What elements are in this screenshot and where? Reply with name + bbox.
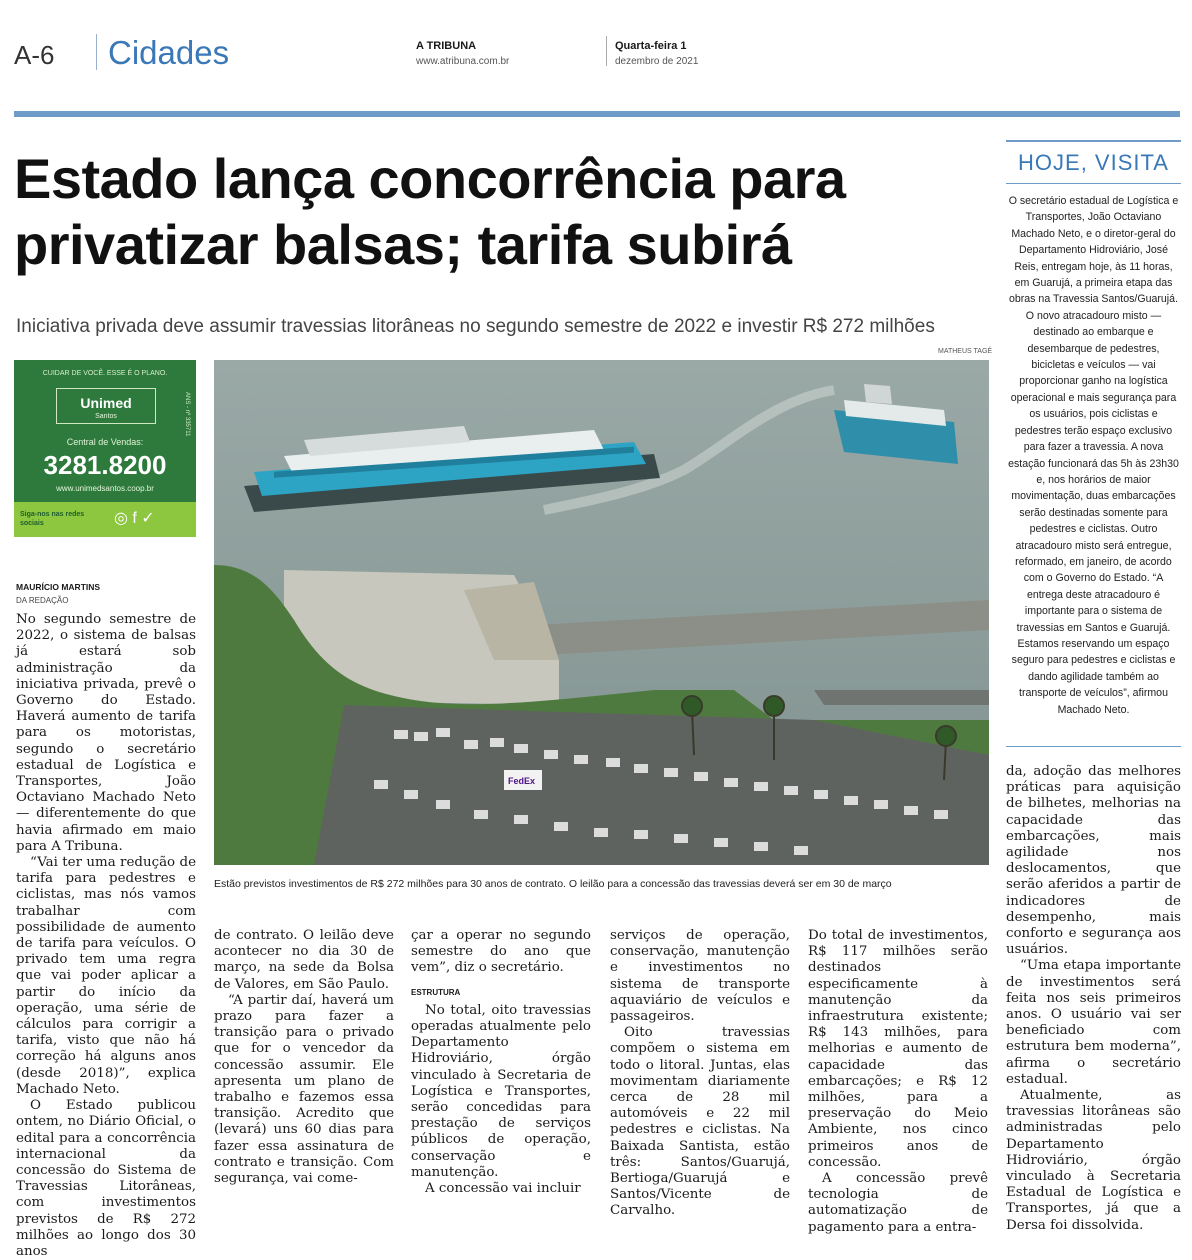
paragraph: Oito travessias compõem o sistema em todo o litoral. Juntas, elas movimentam diariamente cerca de 28 mil automóveis e 22 mil pedestres e ciclistas. Na Baixada Santista, estão três: Santos/Guarujá, Bertioga/Guarujá e Santos/Vicente de Carvalho.	[610, 1025, 790, 1219]
paper-name: A TRIBUNA	[416, 40, 477, 52]
paragraph: No total, oito travessias operadas atualmente pelo Departamento Hidroviário, órgão vinculado à Secretaria de Logística e Transportes, serão concedidas para prestação de serviços públicos de operação, conservação e manutenção.	[411, 1002, 591, 1180]
article-column-2	[214, 928, 394, 1190]
author-name: MAURÍCIO MARTINS	[16, 582, 101, 592]
sidebar-rule	[1006, 183, 1181, 184]
ad-website: www.unimedsantos.coop.br	[56, 484, 154, 493]
issue-weekday: Quarta-feira 1	[615, 40, 687, 52]
page-number: A-6	[14, 40, 55, 70]
article-column-5	[808, 928, 988, 1235]
sidebar-body: O secretário estadual de Logística e Transportes, João Octaviano Machado Neto, e o diretor-geral do Departamento Hidroviário, José Reis, entregam hoje, às 11 horas, em Guarujá, a primeira etapa das obras na Travessia Santos/Guarujá. O novo atracadouro misto — destinado ao embarque e desembarque de pedestres, bicicletas e veículos — vai proporcionar ganho na logística operacional e mais segurança para os usuários, pois ciclistas e pedestres terão espaço exclusivo para fazer a travessia. A nova estação funcionará das 5h às 23h30 e, nos horários de maior movimentação, duas embarcações serão destinadas somente para pedestres e ciclistas. Outro atracadouro misto será entregue, reformado, em janeiro, de acordo com o Governo do Estado. “A entrega deste atracadouro é importante para o sistema de travessias em Santos e Guarujá. Estamos reservando um espaço seguro para pedestres e ciclistas e dando agilidade também ao transporte de veículos”, afirmou Machado Neto.	[1008, 195, 1179, 716]
article-column-6	[1006, 764, 1181, 1233]
photo-caption: Estão previstos investimentos de R$ 272 milhões para 30 anos de contrato. O leilão para a concessão das travessias deverá ser em 30 de março	[214, 878, 892, 890]
photo-credit: MATHEUS TAGÉ	[938, 348, 993, 355]
ad-city: Santos	[95, 413, 117, 420]
social-icons: ◎ f ✓	[114, 510, 155, 527]
ad-phone: 3281.8200	[43, 450, 167, 480]
headline: Estado lança concorrência para privatizar balsas; tarifa subirá	[14, 147, 846, 276]
header-divider	[96, 34, 97, 70]
paragraph: Do total de investimentos, R$ 117 milhões serão destinados especificamente à manutenção da infraestrutura existente; R$ 143 milhões, para melhorias e aumento de capacidade das embarcações; e R$ 12 milhões, para a preservação do Meio Ambiente, nos cinco primeiros anos de concessão.	[808, 928, 988, 1170]
section-title: Cidades	[108, 34, 230, 71]
ad-follow-text: Siga-nos nas redes sociais	[20, 511, 85, 527]
paragraph: A concessão prevê tecnologia de automatização de pagamento para a entra-	[808, 1171, 988, 1235]
paragraph: “Vai ter uma redução de tarifa para pedestres e ciclistas, mas nós vamos trabalhar com possibilidade de aumento de tarifa para veículos. O privado tem uma regra que vai poder aplicar a partir do início da operação, uma série de cálculos para corrigir a tarifa, visto que não há correção há alguns anos (desde 2018)”, explica Machado Neto.	[16, 855, 196, 1097]
paragraph: de contrato. O leilão deve acontecer no dia 30 de março, na sede da Bolsa de Valores, em São Paulo.	[214, 928, 394, 992]
article-column-1	[16, 612, 196, 1259]
paragraph: A concessão vai incluir	[425, 1181, 581, 1197]
sidebar-bottom-rule	[1006, 746, 1181, 747]
fedex-van-logo: FedEx	[508, 776, 536, 786]
ferry-harbor-illustration	[214, 360, 989, 865]
paragraph: çar a operar no segundo semestre do ano que vem”, diz o secretário.	[411, 928, 591, 976]
issue-date: dezembro de 2021	[615, 56, 699, 67]
section-kicker: ESTRUTURA	[411, 987, 461, 997]
paragraph: da, adoção das melhores práticas para aquisição de bilhetes, melhorias na capacidade das embarcações, mais agilidade nos deslocamentos, que serão aferidos a partir de indicadores de desempenho, mais conforto e segurança aos usuários.	[1006, 764, 1181, 958]
paragraph: “A partir daí, haverá um prazo para fazer a transição para o privado que for o vencedor da concessão assumir. Ele apresenta um plano de trabalho e fazemos essa transição. Acredito que (levará) uns 60 dias para fazer essa assinatura de contrato e transição. Com segurança, vai come-	[214, 992, 394, 1187]
unimed-logo	[56, 388, 156, 424]
ad-social-bar	[14, 502, 196, 537]
ferry-photo	[214, 360, 989, 865]
article-column-3	[411, 928, 591, 1197]
paragraph: “Uma etapa importante de investimentos será feita nos seis primeiros anos. O usuário vai ser beneficiado com estrutura bem moderna”, afirma o secretário estadual.	[1006, 958, 1181, 1087]
author-source: DA REDAÇÃO	[16, 596, 69, 605]
section-rule	[14, 111, 1180, 117]
ad-ans-number: ANS - nº 335711	[184, 392, 190, 437]
article-column-4	[610, 928, 790, 1219]
header-divider-2	[606, 36, 607, 66]
paragraph: No segundo semestre de 2022, o sistema de balsas já estará sob administração da iniciativa privada, prevê o Governo do Estado. Haverá aumento de tarifa para os motoristas, segundo o secretário estadual de Logística e Transportes, João Octaviano Machado Neto — diferentemente do que havia afirmado em maio para A Tribuna.	[16, 612, 196, 854]
unimed-ad[interactable]	[14, 360, 196, 537]
subheadline: Iniciativa privada deve assumir travessias litorâneas no segundo semestre de 2022 e investir R$ 272 milhões	[16, 316, 935, 337]
paper-website: www.atribuna.com.br	[416, 56, 510, 67]
ad-tagline: CUIDAR DE VOCÊ. ESSE É O PLANO.	[42, 370, 168, 377]
paragraph: O Estado publicou ontem, no Diário Oficial, o edital para a concorrência internacional da concessão do Sistema de Travessias Litorâneas, com investimentos previstos de R$ 272 milhões ao longo dos 30 anos	[16, 1098, 196, 1259]
paragraph: Atualmente, as travessias litorâneas são administradas pelo Departamento Hidroviário, órgão vinculado à Secretaria Estadual de Logística e Transportes, já que a Dersa foi dissolvida.	[1006, 1088, 1181, 1233]
paragraph: serviços de operação, conservação, manutenção e investimentos no sistema de transporte aquaviário de veículos e passageiros.	[610, 928, 790, 1025]
ad-brand: Unimed	[80, 395, 132, 411]
ad-phone-label: Central de Vendas:	[66, 437, 144, 447]
sidebar-title: HOJE, VISITA	[1018, 150, 1169, 175]
